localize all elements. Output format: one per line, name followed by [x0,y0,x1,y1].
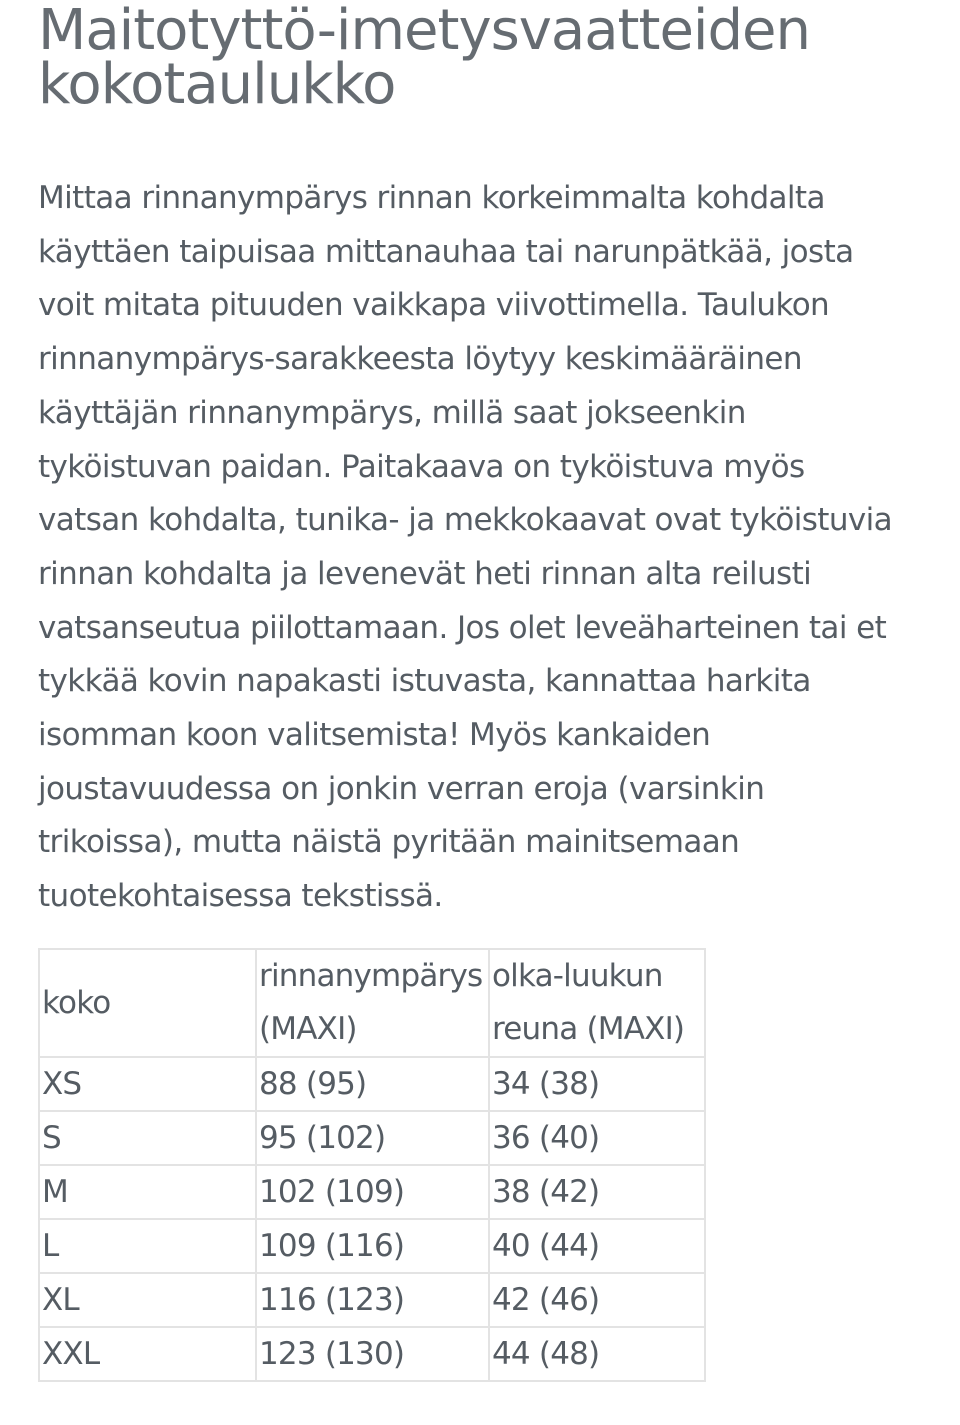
table-row [39,1219,705,1273]
cell-size: S [39,1111,256,1165]
header-chest-line: rinnanympärys [259,958,483,994]
header-size: koko [39,949,256,1057]
table-header-row [39,949,705,1057]
cell-chest: 123 (130) [256,1327,489,1381]
cell-chest: 95 (102) [256,1111,489,1165]
cell-chest: 88 (95) [256,1057,489,1111]
page-title-line: kokotaulukko [38,52,396,117]
intro-line: rinnan kohdalta ja levenevät heti rinnan alta reilusti [38,555,812,592]
page [38,0,938,1372]
header-chest-line: (MAXI) [259,1011,357,1047]
header-shoulder [489,949,705,1057]
intro-line: vatsanseutua piilottamaan. Jos olet leveäharteinen tai et [38,609,887,646]
cell-chest: 102 (109) [256,1165,489,1219]
intro-line: isomman koon valitsemista! Myös kankaiden [38,717,711,754]
cell-shoulder: 44 (48) [489,1327,705,1381]
intro-line: Mittaa rinnanympärys rinnan korkeimmalta kohdalta [38,180,825,216]
header-shoulder-line: olka-luukun [492,958,663,994]
intro-line: vatsan kohdalta, tunika- ja mekkokaavat ovat tyköistuvia [38,502,893,539]
cell-shoulder: 40 (44) [489,1219,705,1273]
cell-size: L [39,1219,256,1273]
intro-paragraph [38,172,938,924]
intro-line: trikoissa), mutta näistä pyritään mainitsemaan [38,824,740,861]
cell-shoulder: 34 (38) [489,1057,705,1111]
cell-shoulder: 36 (40) [489,1111,705,1165]
intro-line: käyttäen taipuisaa mittanauhaa tai narunpätkää, josta [38,233,854,270]
intro-line: voit mitata pituuden vaikkapa viivottimella. Taulukon [38,287,830,324]
intro-line: tykkää kovin napakasti istuvasta, kannattaa harkita [38,663,811,700]
table-row [39,1273,705,1327]
cell-chest: 109 (116) [256,1219,489,1273]
cell-chest: 116 (123) [256,1273,489,1327]
table-row [39,1165,705,1219]
intro-line: käyttäjän rinnanympärys, millä saat jokseenkin [38,394,746,431]
intro-line: tuotekohtaisessa tekstissä. [38,878,443,915]
intro-line: rinnanympärys-sarakkeesta löytyy keskimääräinen [38,341,802,378]
intro-line: joustavuudessa on jonkin verran eroja (varsinkin [38,770,765,807]
table-row [39,1327,705,1381]
intro-line: tyköistuvan paidan. Paitakaava on tyköistuva myös [38,448,805,485]
size-table [38,948,706,1382]
cell-shoulder: 38 (42) [489,1165,705,1219]
cell-size: XL [39,1273,256,1327]
cell-shoulder: 42 (46) [489,1273,705,1327]
header-chest [256,949,489,1057]
table-row [39,1057,705,1111]
cell-size: XXL [39,1327,256,1381]
cell-size: XS [39,1057,256,1111]
table-row [39,1111,705,1165]
page-title [38,0,938,117]
header-shoulder-line: reuna (MAXI) [492,1011,685,1047]
page-title-line: Maitotyttö-imetysvaatteiden [38,0,810,63]
cell-size: M [39,1165,256,1219]
